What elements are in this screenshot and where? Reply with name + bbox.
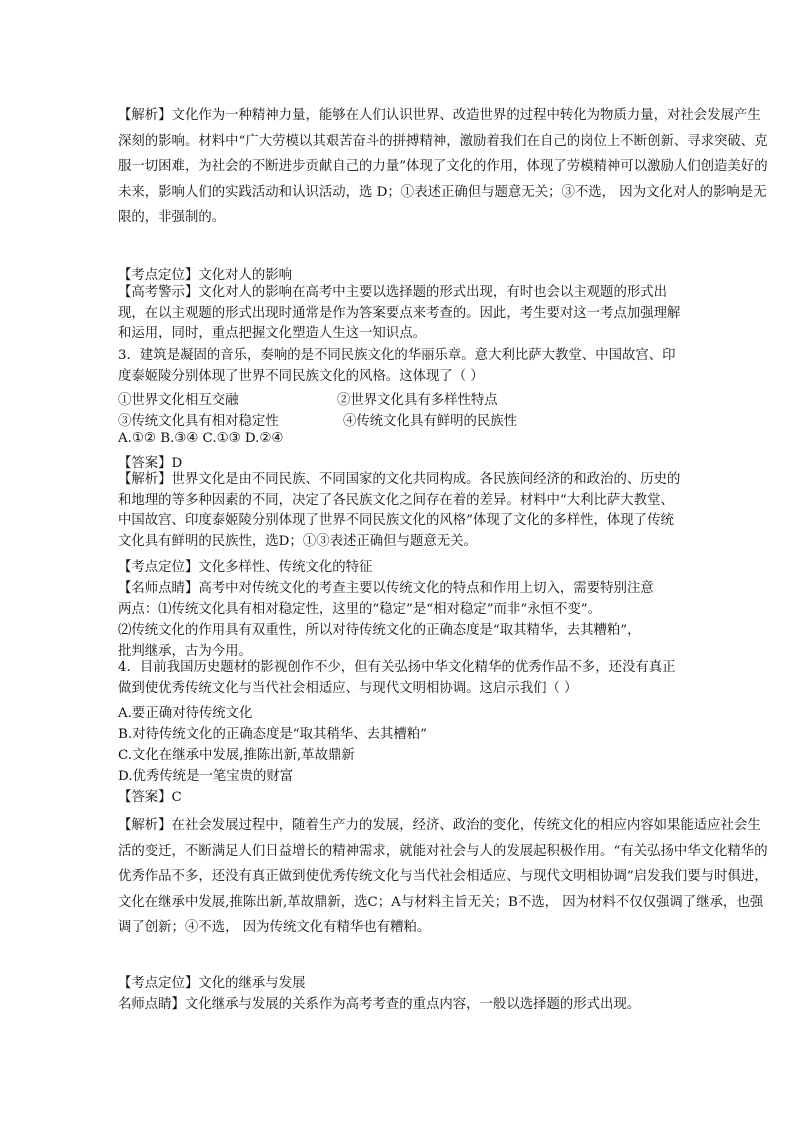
q3-tip-line-2: 两点：⑴传统文化具有相对稳定性，这里的“稳定”是“相对稳定”而非“永恒不变”。 [118,602,601,617]
q3-option-1: ①世界文化相互交融 [118,393,239,408]
kaodian-label-1: 【考点定位】文化对人的影响 [118,268,293,283]
q4-kaodian-label: 【考点定位】文化的继承与发展 [118,976,306,991]
q3-option-3: ③传统文化具有相对稳定性 [118,414,279,429]
q4-analysis-paragraph: 【解析】在社会发展过程中，随着生产力的发展，经济、政治的变化，传统文化的相应内容如果能适应社会生活的变迁，不断满足人们日益增长的精神需求，就能对社会与人的发展起积极作用。“有关弘扬中华文化精华的优秀作品不多，还没有真正做到使优秀传统文化与当代社会相适应、与现代文明相协调”启发我们要与时俱进，文化在继承中发展,推陈出新,革故鼎新，选C；A与材料主旨无关；B不选， 因为材料不仅仅强调了继承，也强调了创新；④不选， 因为传统文化有精华也有糟粕。 [118,818,768,935]
q4-option-a: A.要正确对待传统文化 [118,706,253,721]
q3-tip-line-1: 【名师点睛】高考中对传统文化的考查主要以传统文化的特点和作用上切入，需要特别注意 [118,581,654,596]
q4-tip-line: 名师点睛】文化继承与发展的关系作为高考考查的重点内容，一般以选择题的形式出现。 [118,997,641,1012]
q4-option-c: C.文化在继承中发展,推陈出新,革故鼎新 [118,748,355,763]
q3-option-2: ②世界文化具有多样性特点 [337,393,498,408]
q4-option-b: B.对待传统文化的正确态度是“取其稍华、去其槽粕” [118,727,427,742]
question-4-stem: 4．目前我国历史题材的影视创作不少，但有关弘扬中华文化精华的优秀作品不多，还没有真正做到使优秀传统文化与当代社会相适应、与现代文明相协调。这启示我们（ ） [118,660,676,696]
gaokao-warning-paragraph: 【高考警示】文化对人的影响在高考中主要以选择题的形式出现，有时也会以主观题的形式出现，在以主观题的形式出现时通常是作为答案要点来考查的。因此，考生要对这一考点加强理解和运用，同时，重点把握文化塑造人生这一知识点。 [118,285,681,341]
q3-choices: A.①② B.③④ C.①③ D.②④ [118,431,284,446]
q3-analysis-paragraph: 【解析】世界文化是由不同民族、不同国家的文化共同构成。各民族间经济的和政治的、历史的和地理的等多种因素的不同，决定了各民族文化之间存在着的差异。材料中“大利比萨大教堂、中国故宫、印度泰姬陵分别体现了世界不同民族文化的风格”体现了文化的多样性，体现了传统文化具有鲜明的民族性，选D；①③表述正确但与题意无关。 [118,472,681,549]
analysis-paragraph-1: 【解析】文化作为一种精神力量，能够在人们认识世界、改造世界的过程中转化为物质力量，对社会发展产生深刻的影响。材料中“广大劳模以其艰苦奋斗的拼搏精神，激励着我们在自己的岗位上不断创新、寻求突破、克服一切困难，为社会的不断进步贡献自己的力量”体现了文化的作用，体现了劳模精神可以激励人们创造美好的未来，影响人们的实践活动和认识活动，选 D；①表述正确但与题意无关；③不选， 因为文化对人的影响是无限的，非强制的。 [118,108,768,225]
q3-option-4: ④传统文化具有鲜明的民族性 [343,414,518,429]
q3-answer: 【答案】D [118,456,183,471]
q4-answer: 【答案】C [118,790,182,805]
q3-tip-line-4: 批判继承，古为今用。 [118,644,252,659]
question-3-stem: 3．建筑是凝固的音乐，奏响的是不同民族文化的华丽乐章。意大利比萨大教堂、中国故宫、印度泰姬陵分别体现了世界不同民族文化的风格。这体现了（ ） [118,348,676,384]
q3-tip-line-3: ⑵传统文化的作用具有双重性，所以对待传统文化的正确态度是“取其精华，去其糟粕”， [118,623,641,638]
q3-kaodian-label: 【考点定位】文化多样性、传统文化的特征 [118,560,373,575]
q4-option-d: D.优秀传统是一笔宝贵的财富 [118,769,294,784]
